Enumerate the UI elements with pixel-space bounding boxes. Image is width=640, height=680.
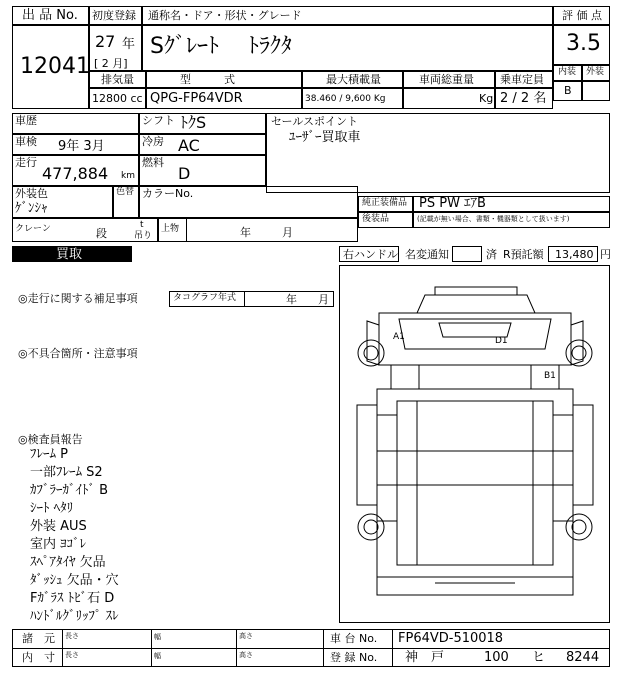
gross-weight-unit: Kg: [479, 92, 494, 105]
aircon-label: 冷房: [142, 135, 164, 148]
inspection: 9年 3月: [58, 139, 105, 154]
inspector-item: ｶﾌﾞﾗｰｶﾞｲﾄﾞ B: [30, 483, 109, 498]
handle: 右ハンドル: [343, 248, 398, 261]
history-label: 車歴: [15, 114, 37, 127]
interior-score: B: [564, 84, 572, 97]
sales-point-text: ﾕｰｻﾞｰ買取車: [289, 130, 361, 145]
interior-dim-label: 内 寸: [22, 651, 55, 664]
model-name-label: 通称名・ドア・形状・グレード: [148, 9, 302, 22]
footer-divider: [62, 629, 63, 667]
model-name: Sｸﾞﾚｰﾄ ﾄﾗｸﾀ: [150, 34, 292, 59]
inspector-item: 一部ﾌﾚｰﾑ S2: [30, 465, 103, 480]
gross-weight-label: 車両総重量: [419, 73, 474, 86]
recycle-status: 済: [486, 248, 497, 261]
truck-diagram: [339, 265, 610, 623]
first-reg-month: [ 2 月]: [94, 57, 128, 70]
body-month-unit: 月: [282, 226, 293, 239]
recycle-amount: 13,480: [555, 248, 594, 261]
lot-number: 12041: [20, 54, 90, 79]
registration-class: 100: [484, 650, 509, 665]
inspector-item: ﾌﾚｰﾑ P: [30, 447, 68, 462]
damage-mark: D1: [495, 336, 508, 346]
supplement-label: ◎走行に関する補足事項: [18, 292, 138, 305]
registration-kana: ヒ: [532, 650, 546, 665]
footer-divider: [12, 648, 610, 649]
capacity-label: 乗車定員: [500, 73, 544, 86]
fuel: D: [178, 164, 191, 183]
first-reg-year-unit: 年: [122, 37, 136, 52]
buy-label: 買取: [56, 247, 83, 262]
first-reg-year: 27: [95, 32, 116, 51]
body-date-cell: [186, 218, 358, 242]
inspector-item: ﾊﾝﾄﾞﾙｸﾞﾘｯﾌﾟ ｽﾚ: [30, 609, 119, 624]
notice-box: [452, 246, 482, 262]
damage-mark: B1: [544, 371, 556, 381]
max-load: 38.460 / 9,600 Kg: [305, 94, 386, 104]
crane-stages: 段: [96, 227, 107, 240]
damage-mark: A1: [393, 332, 405, 342]
crane-hoist: 吊り: [134, 231, 153, 241]
inspector-item: 室内 ﾖｺﾞﾚ: [30, 537, 87, 552]
inspector-item: Fｶﾞﾗｽ ﾄﾋﾞ石 D: [30, 591, 115, 606]
body-year-unit: 年: [240, 226, 251, 239]
inspector-item: ｼｰﾄ ﾍﾀﾘ: [30, 501, 74, 516]
registration-area: 神 戸: [405, 650, 445, 665]
registration-number: 8244: [566, 650, 600, 665]
tacho-month-unit: 月: [318, 293, 329, 306]
crane-label: クレーン: [15, 224, 51, 234]
footer-divider: [392, 629, 393, 667]
lot-number-label: 出 品 No.: [22, 8, 78, 23]
exterior-score-cell: [582, 81, 610, 101]
footer-divider: [323, 629, 324, 667]
registration-label: 登 録 No.: [330, 651, 378, 664]
tacho-label: タコグラフ年式: [173, 293, 237, 303]
first-reg-label: 初度登録: [92, 9, 136, 22]
length-label: 長さ: [65, 651, 79, 659]
inspection-label: 車検: [15, 135, 37, 148]
displacement-label: 排気量: [101, 73, 134, 86]
dimensions-label: 諸 元: [22, 632, 55, 645]
equipment: PS PW ｴｱB: [419, 196, 486, 211]
width-label: 幅: [154, 633, 161, 641]
exterior-label: 外装: [586, 67, 605, 77]
color-change-label: 色替: [116, 187, 135, 197]
footer-divider: [236, 629, 237, 667]
inspector-report-label: ◎検査員報告: [18, 433, 83, 446]
model-code: QPG-FP64VDR: [150, 91, 243, 106]
color-code-label: カラーNo.: [142, 187, 194, 200]
yen-unit: 円: [600, 248, 611, 261]
mileage-unit: km: [121, 171, 135, 181]
crane-ton: t: [140, 220, 144, 230]
shift: ﾄｸS: [180, 113, 207, 132]
body-label: 上物: [161, 224, 180, 234]
chassis: FP64VD-510018: [398, 631, 504, 646]
capacity: 2 / 2 名: [500, 91, 547, 106]
aftermarket-label: 後装品: [362, 214, 390, 224]
color-label: 外装色: [15, 187, 48, 200]
height-label: 高さ: [239, 651, 253, 659]
defect-label: ◎不具合箇所・注意事項: [18, 347, 138, 360]
sales-point-label: セールスポイント: [271, 115, 359, 128]
interior-label: 内装: [558, 67, 577, 77]
max-load-label: 最大積載量: [326, 73, 381, 86]
recycle-deposit-label: R預託額: [503, 248, 544, 261]
mileage-label: 走行: [15, 156, 37, 169]
score: 3.5: [566, 31, 601, 56]
footer-divider: [151, 629, 152, 667]
score-label: 評 価 点: [562, 9, 602, 22]
equipment-label: 純正装備品: [362, 198, 408, 208]
aftermarket-note: (記載が無い場合、書類・機器類として扱います): [417, 215, 570, 223]
inspector-item: 外装 AUS: [30, 519, 87, 534]
inspector-item: ｽﾍﾟｱﾀｲﾔ 欠品: [30, 555, 106, 570]
mileage: 477,884: [42, 164, 109, 183]
fuel-label: 燃料: [142, 156, 164, 169]
notice-label: 名変通知: [405, 248, 449, 261]
width-label: 幅: [154, 652, 161, 660]
aircon: AC: [178, 136, 200, 155]
shift-label: シフト: [142, 114, 175, 127]
tacho-year-unit: 年: [286, 293, 297, 306]
height-label: 高さ: [239, 632, 253, 640]
displacement: 12800 cc: [92, 92, 143, 105]
color: ｹﾞﾝｼｬ: [15, 201, 48, 216]
length-label: 長さ: [65, 632, 79, 640]
inspector-item: ﾀﾞｯｼｭ 欠品・穴: [30, 573, 119, 588]
model-code-label: 型 式: [180, 73, 235, 86]
chassis-label: 車 台 No.: [330, 632, 378, 645]
